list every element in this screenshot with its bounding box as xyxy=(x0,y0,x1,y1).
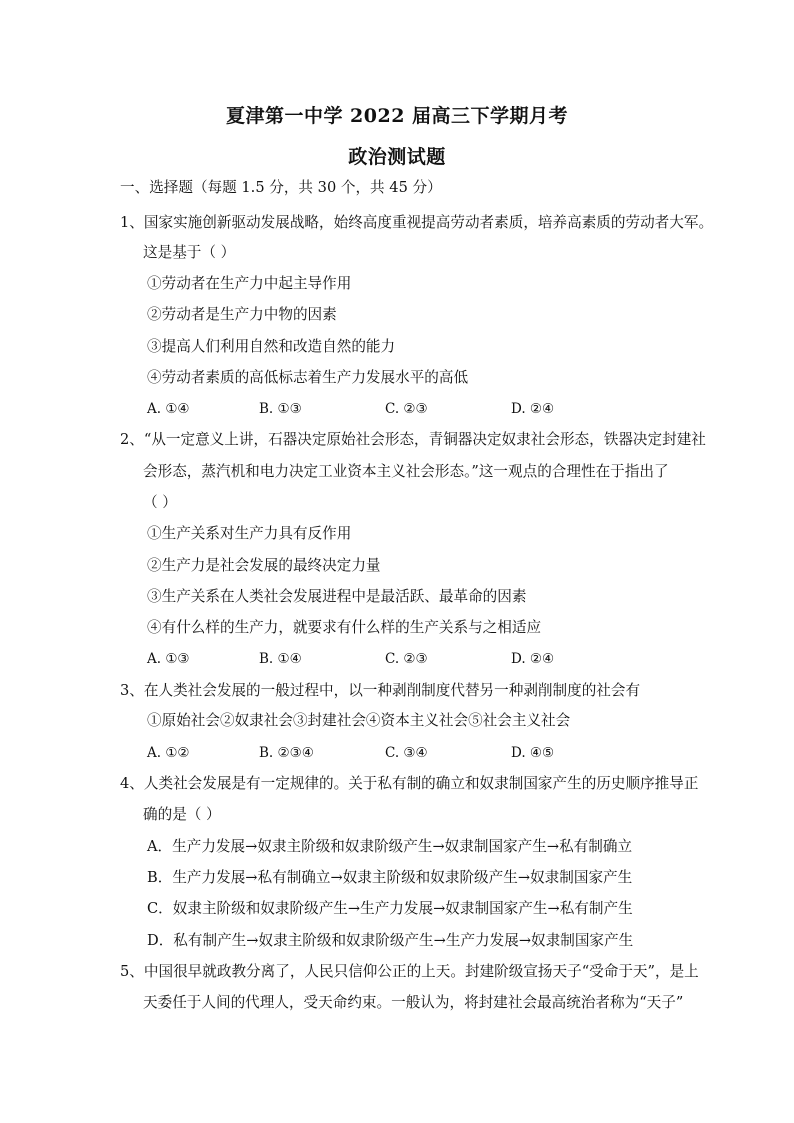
answer-option-c: C. ②③ xyxy=(385,651,428,667)
statement-item: ②生产力是社会发展的最终决定力量 xyxy=(147,557,381,574)
answer-option-b: B. ①③ xyxy=(259,401,302,417)
question-stem-line: 会形态，蒸汽机和电力决定工业资本主义社会形态。”这一观点的合理性在于指出了 xyxy=(143,463,669,480)
answer-option-b: B．生产力发展→私有制确立→奴隶主阶级和奴隶阶级产生→奴隶制国家产生 xyxy=(147,869,633,886)
question-stem-line: 1、国家实施创新驱动发展战略，始终高度重视提高劳动者素质，培养高素质的劳动者大军。 xyxy=(120,214,714,231)
answer-option-b: B. ②③④ xyxy=(259,745,314,761)
answer-option-c: C. ③④ xyxy=(385,745,428,761)
statement-item: ②劳动者是生产力中物的因素 xyxy=(147,306,337,323)
answer-option-d: D. ④⑤ xyxy=(511,745,555,761)
statement-item: ④有什么样的生产力，就要求有什么样的生产关系与之相适应 xyxy=(147,619,542,636)
statement-item: ①劳动者在生产力中起主导作用 xyxy=(147,275,352,292)
statement-item: ④劳动者素质的高低标志着生产力发展水平的高低 xyxy=(147,369,469,386)
answer-option-b: B. ①④ xyxy=(259,651,302,667)
statement-item: ③提高人们利用自然和改造自然的能力 xyxy=(147,338,396,355)
question-stem-line: 这是基于（ ） xyxy=(143,244,236,261)
statement-item: ①原始社会②奴隶社会③封建社会④资本主义社会⑤社会主义社会 xyxy=(147,712,571,729)
question-stem-line: 5、中国很早就政教分离了，人民只信仰公正的上天。封建阶级宣扬天子“受命于天”，是上 xyxy=(120,963,699,980)
question-stem-line: 2、“从一定意义上讲，石器决定原始社会形态，青铜器决定奴隶社会形态，铁器决定封建社 xyxy=(120,431,706,448)
exam-title: 夏津第一中学 2022 届高三下学期月考 xyxy=(225,105,569,127)
statement-item: ①生产关系对生产力具有反作用 xyxy=(147,525,352,542)
answer-option-d: D．私有制产生→奴隶主阶级和奴隶阶级产生→生产力发展→奴隶制国家产生 xyxy=(147,932,634,949)
question-stem-line: 确的是（ ） xyxy=(143,806,221,823)
answer-option-c: C．奴隶主阶级和奴隶阶级产生→生产力发展→奴隶制国家产生→私有制产生 xyxy=(147,900,633,917)
answer-option-d: D. ②④ xyxy=(511,651,555,667)
question-stem-line: 4、人类社会发展是有一定规律的。关于私有制的确立和奴隶制国家产生的历史顺序推导正 xyxy=(120,775,699,792)
answer-option-c: C. ②③ xyxy=(385,401,428,417)
statement-item: ③生产关系在人类社会发展进程中是最活跃、最革命的因素 xyxy=(147,588,527,605)
answer-option-a: A. ①④ xyxy=(147,401,190,417)
section-heading: 一、选择题（每题 1.5 分，共 30 个，共 45 分） xyxy=(120,179,442,196)
question-stem-line: 3、在人类社会发展的一般过程中，以一种剥削制度代替另一种剥削制度的社会有 xyxy=(120,682,641,699)
answer-option-a: A. ①③ xyxy=(147,651,190,667)
answer-option-a: A. ①② xyxy=(147,745,190,761)
exam-subtitle: 政治测试题 xyxy=(348,146,446,168)
question-stem-line: 天委任于人间的代理人，受天命约束。一般认为，将封建社会最高统治者称为“天子” xyxy=(143,994,684,1011)
answer-option-d: D. ②④ xyxy=(511,401,555,417)
question-stem-line: （ ） xyxy=(143,494,177,511)
answer-option-a: A．生产力发展→奴隶主阶级和奴隶阶级产生→奴隶制国家产生→私有制确立 xyxy=(147,838,633,855)
